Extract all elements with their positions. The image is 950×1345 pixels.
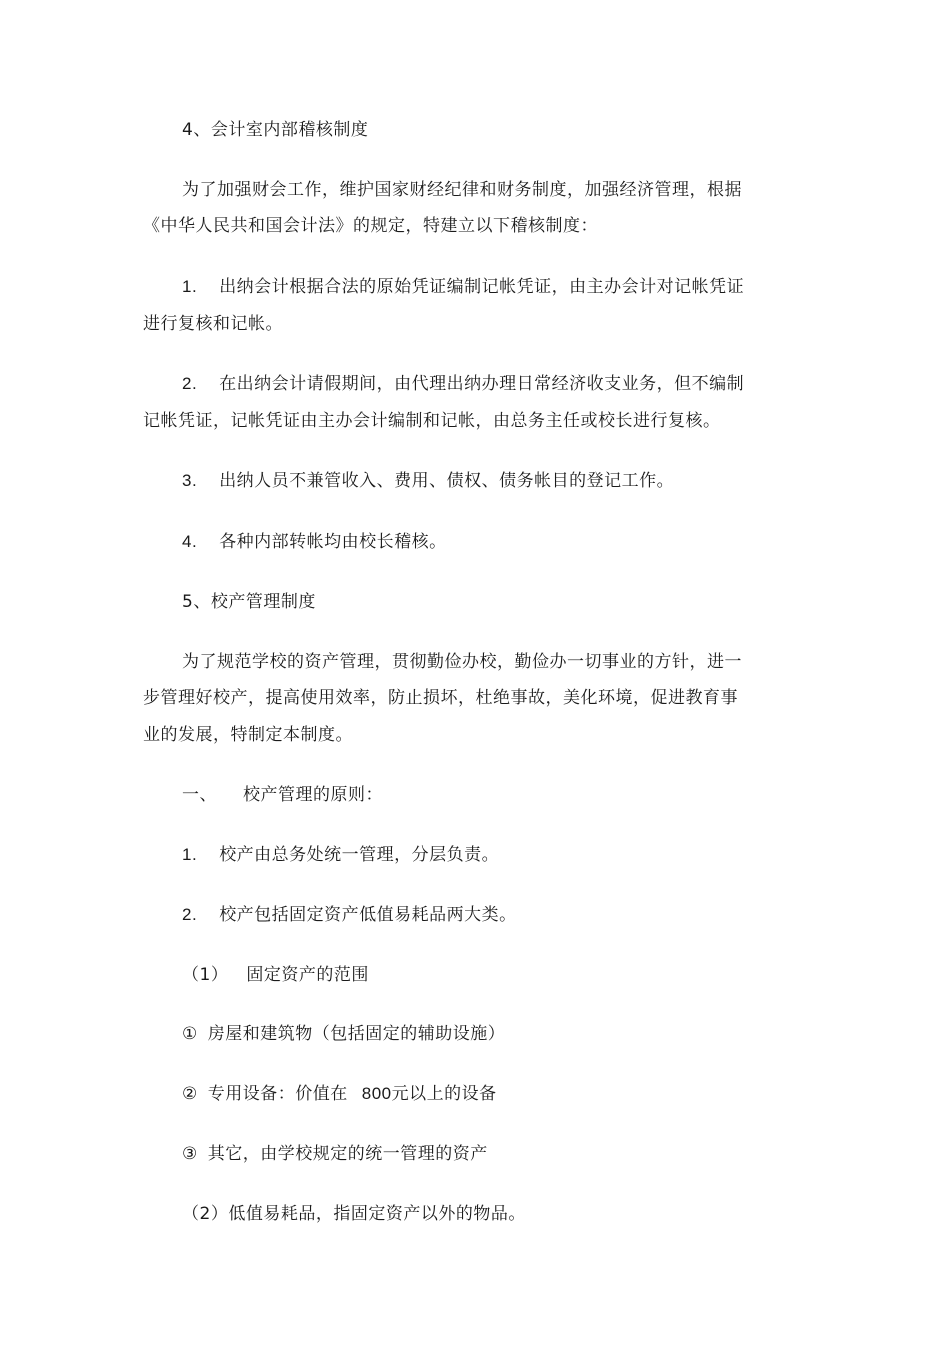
audit-item-1-line-1 bbox=[182, 275, 744, 299]
fixed-assets-title: 固定资产的范围 bbox=[246, 965, 369, 985]
audit-item-2-number: 2. bbox=[182, 374, 198, 393]
principle-item-1-text: 校产由总务处统一管理，分层负责。 bbox=[219, 845, 500, 865]
principle-item-2-text: 校产包括固定资产低值易耗品两大类。 bbox=[219, 905, 517, 925]
fixed-item-2-value: 800 bbox=[361, 1084, 392, 1103]
audit-item-4-number: 4. bbox=[182, 532, 198, 551]
audit-item-4-text: 各种内部转帐均由校长稽核。 bbox=[219, 532, 447, 552]
principles-heading bbox=[182, 783, 383, 807]
audit-item-2-line-1 bbox=[182, 372, 744, 396]
fixed-item-1-text: 房屋和建筑物（包括固定的辅助设施） bbox=[207, 1024, 506, 1044]
asset-intro-line-2: 步管理好校产，提高使用效率，防止损坏，杜绝事故，美化环境，促进教育事 bbox=[143, 688, 738, 708]
fixed-item-2-text-a: 专用设备：价值在 bbox=[207, 1084, 348, 1104]
audit-item-3 bbox=[182, 469, 674, 493]
audit-item-2-line-2: 记帐凭证，记帐凭证由主办会计编制和记帐，由总务主任或校长进行复核。 bbox=[143, 411, 721, 431]
fixed-item-3-text: 其它，由学校规定的统一管理的资产 bbox=[207, 1144, 488, 1164]
audit-item-1-number: 1. bbox=[182, 277, 198, 296]
fixed-item-1-mark: ① bbox=[182, 1024, 198, 1044]
fixed-item-2-mark: ② bbox=[182, 1084, 198, 1104]
fixed-item-1 bbox=[182, 1022, 505, 1046]
audit-item-4 bbox=[182, 530, 447, 554]
intro-line-2: 《中华人民共和国会计法》的规定，特建立以下稽核制度： bbox=[143, 216, 598, 236]
audit-item-3-number: 3. bbox=[182, 471, 198, 490]
asset-intro-line-1: 为了规范学校的资产管理，贯彻勤俭办校，勤俭办一切事业的方针，进一 bbox=[182, 652, 742, 672]
audit-item-2-text: 在出纳会计请假期间，由代理出纳办理日常经济收支业务，但不编制 bbox=[219, 374, 745, 394]
asset-intro-line-3: 业的发展，特制定本制度。 bbox=[143, 725, 353, 745]
fixed-assets-heading bbox=[182, 963, 369, 987]
fixed-item-2-text-b: 元以上的设备 bbox=[391, 1084, 497, 1104]
principle-item-1 bbox=[182, 843, 499, 867]
fixed-item-2 bbox=[182, 1082, 497, 1106]
principle-item-2-number: 2. bbox=[182, 905, 198, 924]
fixed-item-3 bbox=[182, 1142, 488, 1166]
heading-audit-system: 4、会计室内部稽核制度 bbox=[182, 120, 369, 140]
principles-number: 一、 bbox=[182, 785, 217, 805]
principles-title: 校产管理的原则： bbox=[243, 785, 383, 805]
heading-asset-management: 5、校产管理制度 bbox=[182, 592, 316, 612]
fixed-assets-number: （1） bbox=[182, 965, 229, 985]
audit-item-1-text: 出纳会计根据合法的原始凭证编制记帐凭证，由主办会计对记帐凭证 bbox=[219, 277, 745, 297]
fixed-item-3-mark: ③ bbox=[182, 1144, 198, 1164]
low-value-items: （2）低值易耗品，指固定资产以外的物品。 bbox=[182, 1204, 526, 1224]
principle-item-2 bbox=[182, 903, 517, 927]
audit-item-3-text: 出纳人员不兼管收入、费用、债权、债务帐目的登记工作。 bbox=[219, 471, 675, 491]
audit-item-1-line-2: 进行复核和记帐。 bbox=[143, 314, 283, 334]
intro-line-1: 为了加强财会工作，维护国家财经纪律和财务制度，加强经济管理，根据 bbox=[182, 180, 742, 200]
principle-item-1-number: 1. bbox=[182, 845, 198, 864]
